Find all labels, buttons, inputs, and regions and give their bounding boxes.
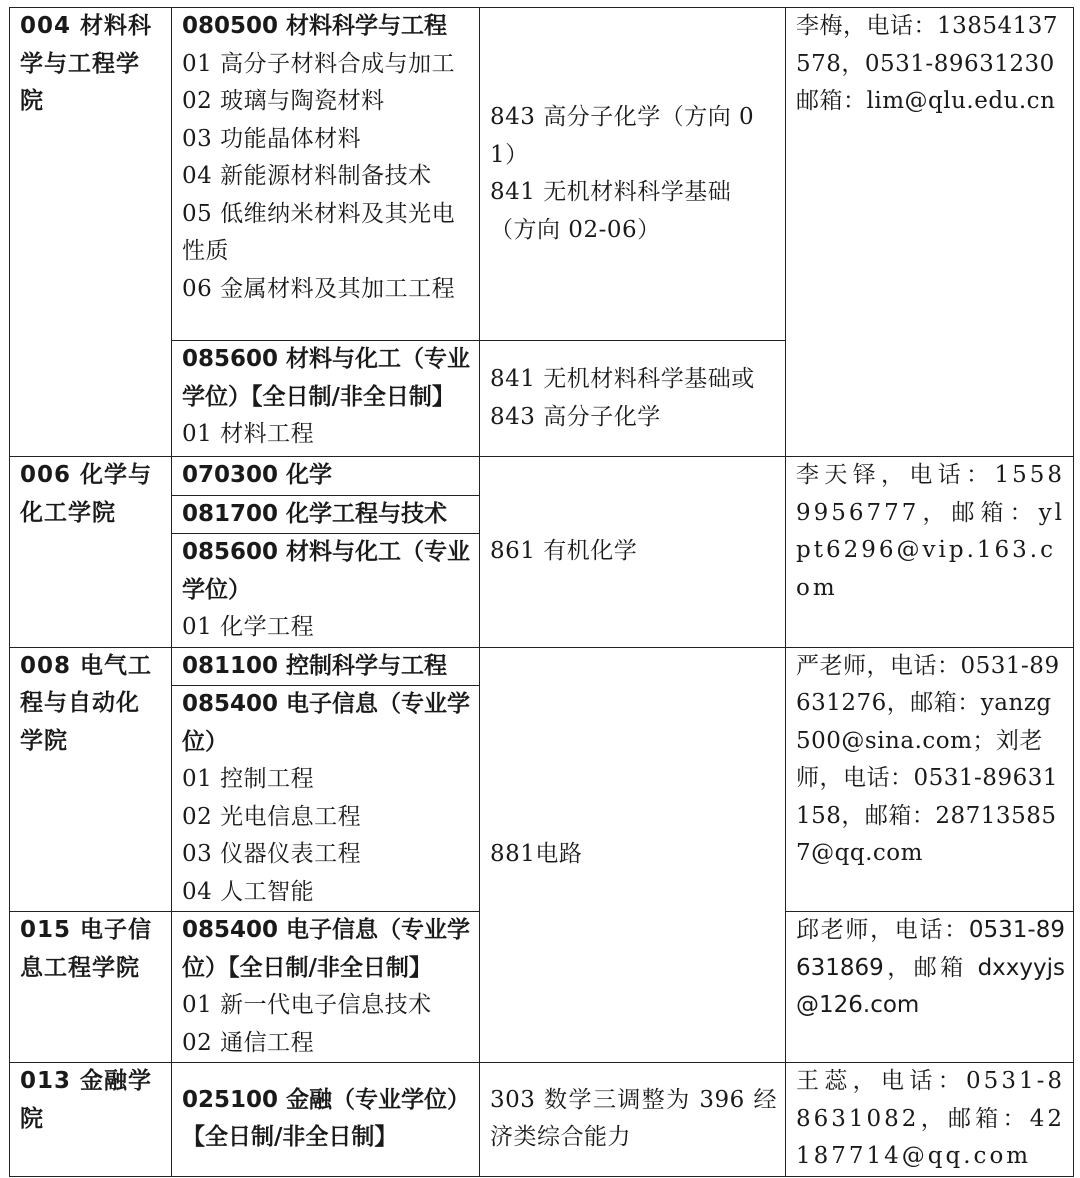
direction-item: 05 低维纳米材料及其光电性质 [182, 200, 456, 264]
direction-item: 04 新能源材料制备技术 [182, 163, 432, 189]
exam-subject: 843 高分子化学（方向 01） [490, 104, 755, 168]
contact-004: 李梅，电话：13854137578，0531-89631230 邮箱：lim@qlu.edu.cn [786, 8, 1074, 457]
major-code: 070300 化学 [172, 457, 480, 496]
major-code: 085400 电子信息（专业学位）【全日制/非全日制】 [182, 917, 471, 981]
direction-item: 06 金属材料及其加工工程 [182, 275, 456, 302]
major-code: 085400 电子信息（专业学位） [182, 691, 471, 755]
table-row [10, 1063, 1074, 1177]
major-cell [172, 534, 480, 648]
contact-015: 邱老师，电话：0531-89631869，邮箱 dxxyyjs@126.com [786, 912, 1074, 1063]
major-cell [172, 8, 480, 341]
college-013: 013 金融学院 [10, 1063, 172, 1177]
major-cell [172, 912, 480, 1063]
major-code: 081700 化学工程与技术 [172, 495, 480, 534]
contact-013: 王蕊，电话：0531-88631082，邮箱：42187714@qq.com [786, 1063, 1074, 1177]
major-cell [172, 686, 480, 912]
direction-item: 01 化学工程 [182, 614, 315, 640]
exam-cell: 303 数学三调整为 396 经济类综合能力 [480, 1063, 786, 1177]
major-code: 080500 材料科学与工程 [182, 13, 448, 39]
direction-item: 02 通信工程 [182, 1029, 315, 1056]
major-cell [172, 341, 480, 457]
exam-cell: 861 有机化学 [480, 457, 786, 648]
exam-cell: 881电路 [480, 647, 786, 1063]
exam-subject: 841 无机材料科学基础 [490, 179, 732, 205]
table-row [10, 457, 1074, 496]
major-code: 085600 材料与化工（专业学位） [182, 539, 471, 603]
direction-item: 01 高分子材料合成与加工 [182, 50, 456, 77]
major-code: 085600 材料与化工（专业学位）【全日制/非全日制】 [182, 346, 471, 410]
contact-008: 严老师，电话：0531-89631276，邮箱：yanzg500@sina.com；刘老师，电话：0531-89631158，邮箱：287135857@qq.com [786, 647, 1074, 912]
table-row [10, 8, 1074, 341]
direction-item: 01 新一代电子信息技术 [182, 992, 432, 1018]
direction-item: 01 材料工程 [182, 421, 315, 447]
admissions-table [9, 7, 1074, 1177]
direction-item: 02 光电信息工程 [182, 803, 362, 830]
college-004: 004 材料科学与工程学院 [10, 8, 172, 457]
direction-item: 03 功能晶体材料 [182, 125, 362, 152]
exam-cell [480, 341, 786, 457]
major-code: 025100 金融（专业学位）【全日制/非全日制】 [172, 1063, 480, 1177]
direction-item: 03 仪器仪表工程 [182, 841, 362, 867]
college-015: 015 电子信息工程学院 [10, 912, 172, 1063]
exam-subject: （方向 02-06） [490, 216, 661, 243]
college-006: 006 化学与化工学院 [10, 457, 172, 648]
major-code: 081100 控制科学与工程 [172, 647, 480, 686]
direction-item: 02 玻璃与陶瓷材料 [182, 88, 385, 114]
exam-cell [480, 8, 786, 341]
college-008: 008 电气工程与自动化学院 [10, 647, 172, 912]
direction-item: 01 控制工程 [182, 766, 315, 792]
direction-item: 04 人工智能 [182, 878, 315, 905]
exam-subject: 841 无机材料科学基础或 [490, 366, 755, 392]
exam-subject: 843 高分子化学 [490, 403, 661, 430]
table-row [10, 647, 1074, 686]
contact-006: 李天铎，电话：15589956777，邮箱：ylpt6296@vip.163.com [786, 457, 1074, 648]
